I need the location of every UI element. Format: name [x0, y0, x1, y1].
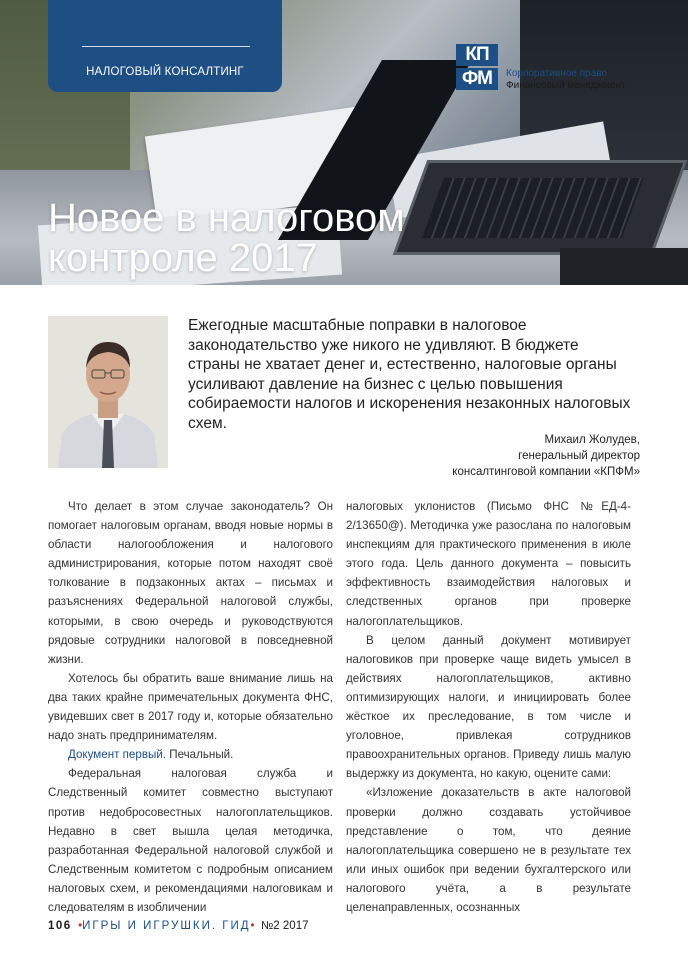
author-portrait — [48, 316, 168, 468]
magazine-name: ИГРЫ И ИГРУШКИ. ГИД — [82, 920, 251, 932]
author-name: Михаил Жолудев, — [544, 434, 640, 446]
logo-mark-top: КП — [456, 44, 498, 66]
author-position: генеральный директор — [518, 450, 640, 462]
article-column-right — [346, 497, 631, 917]
author-company: консалтинговой компании «КПФМ» — [452, 466, 640, 478]
logo-line-2: Финансовый менеджмент — [506, 80, 626, 91]
body-paragraph: налоговых уклонистов (Письмо ФНС №ЕД-4-2/13650@). Методичка уже разослана по налоговым инспекциям для практического применения в июле этого года. Цель данного документа – повысить эффективность взаимодействия налоговых и следственных органов при проверке налогоплательщиков. — [346, 500, 631, 628]
logo-mark — [456, 44, 498, 90]
author-signature — [452, 432, 640, 480]
quote-paragraph: «Изложение доказательств в акте налоговой проверки должно создавать устойчивое представление о том, что деяние налогоплательщика совершено не в результате тех или иных ошибок при ведении бухгалтерского или налогового учёта, а в результате целенаправленных, осознанных — [346, 786, 631, 914]
laptop-keyboard — [393, 160, 688, 255]
logo-mark-bottom: ФМ — [456, 68, 498, 90]
page-title — [48, 198, 405, 278]
body-paragraph: Хотелось бы обратить ваше внимание лишь на два таких крайне примечательных документа ФНС, увидевших свет в 2017 году и, которые обязательно надо знать предпринимателям. — [48, 671, 333, 743]
body-paragraph: В целом данный документ мотивирует налоговиков при проверке чаще видеть умысел в действиях налогоплательщиков, активно оптимизирующих налоги, и инициировать более жёсткое их преследование, в том числе и уголовное, привлекая сотрудников правоохранительных органов. Приведу лишь малую выдержку из документа, но какую, оцените сами: — [346, 633, 631, 781]
tab-divider — [82, 46, 250, 47]
section-label: НАЛОГОВЫЙ КОНСАЛТИНГ — [86, 66, 244, 78]
footer-dot-icon: • — [250, 920, 258, 932]
body-paragraph: Что делает в этом случае законодатель? Он помогает налоговым органам, вводя новые нормы в области налогообложения и налогового администрирования, которые потом находят своё толкование в подзаконных актах – письмах и разъяснениях Федеральной налоговой службы, которыми, в свою очередь и руководствуются рядовые сотрудники налоговой в повседневной жизни. — [48, 500, 333, 666]
title-line-1: Новое в налоговом — [48, 196, 405, 240]
footer-dot-icon: • — [74, 920, 83, 932]
logo-line-1: Корпоративное право — [506, 68, 608, 79]
body-paragraph: Федеральная налоговая служба и Следственный комитет совместно выступают против недобросовестных налогоплательщиков. Недавно в свет вышла целая методичка, разработанная Федеральной налоговой службой и Следственным комитетом с подробным описанием налоговых схем, и рекомендациями налоговикам и следователям в изобличении — [48, 767, 333, 914]
company-logo — [456, 44, 646, 90]
issue-number: №2 2017 — [260, 920, 309, 932]
subheading-paragraph — [48, 745, 333, 764]
subheading-rest: Печальный. — [166, 748, 234, 762]
title-line-2: контроле 2017 — [48, 236, 318, 280]
subheading-accent: Документ первый. — [68, 748, 167, 762]
keyboard-keys — [422, 178, 644, 238]
section-tab — [48, 0, 282, 92]
page-number: 106 — [48, 920, 72, 932]
lead-paragraph: Ежегодные масштабные поправки в налоговое законодательство уже никого не удивляют. В бюджете страны не хватает денег и, естественно, налоговые органы усиливают давление на бизнес с целью повышения собираемости налогов и искоренения незаконных налоговых схем. — [188, 317, 631, 432]
author-photo — [48, 316, 168, 468]
page-footer — [48, 920, 308, 932]
article-column-left — [48, 497, 333, 917]
calculator — [560, 248, 688, 285]
